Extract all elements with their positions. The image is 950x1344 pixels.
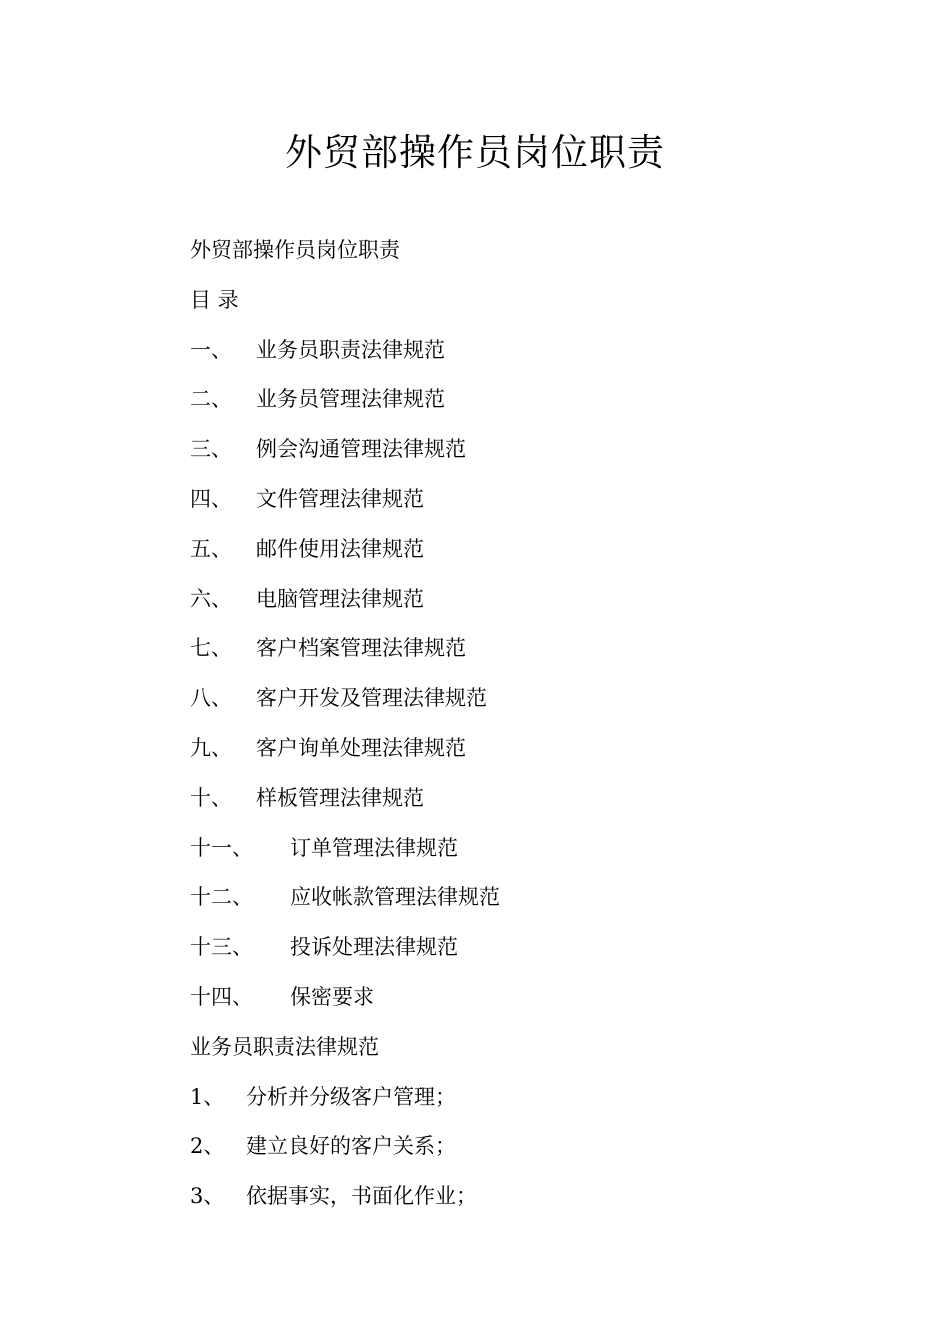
toc-item xyxy=(190,432,890,482)
section-item-number: 1、 xyxy=(190,1084,225,1109)
subtitle-text: 外贸部操作员岗位职责 xyxy=(190,238,400,262)
toc-item-number: 一、 xyxy=(190,337,232,362)
toc-item xyxy=(190,681,890,731)
toc-item-text: 客户开发及管理法律规范 xyxy=(256,686,487,711)
toc-item-text: 客户询单处理法律规范 xyxy=(256,735,466,760)
toc-item-text: 投诉处理法律规范 xyxy=(290,935,458,960)
toc-item-number: 二、 xyxy=(190,387,232,412)
toc-heading-text: 目 录 xyxy=(190,287,239,312)
toc-item-text: 客户档案管理法律规范 xyxy=(256,636,466,661)
toc-item-number: 十四、 xyxy=(190,984,253,1009)
toc-item-text: 文件管理法律规范 xyxy=(256,486,424,511)
document-body xyxy=(190,233,890,1229)
toc-item-number: 十一、 xyxy=(190,835,253,860)
toc-item-text: 保密要求 xyxy=(290,984,374,1009)
toc-item xyxy=(190,930,890,980)
toc-item xyxy=(190,532,890,582)
toc-item-number: 六、 xyxy=(190,586,232,611)
toc-item-number: 十三、 xyxy=(190,935,253,960)
toc-item xyxy=(190,880,890,930)
section-heading-text: 业务员职责法律规范 xyxy=(190,1034,379,1059)
toc-item-number: 十二、 xyxy=(190,885,253,910)
toc-item xyxy=(190,980,890,1030)
section-item-text: 依据事实，书面化作业； xyxy=(246,1184,477,1209)
toc-item xyxy=(190,333,890,383)
toc-item-number: 九、 xyxy=(190,735,232,760)
toc-item-text: 例会沟通管理法律规范 xyxy=(256,437,466,462)
toc-item-number: 三、 xyxy=(190,437,232,462)
toc-item-number: 八、 xyxy=(190,686,232,711)
toc-item-number: 五、 xyxy=(190,536,232,561)
section-item xyxy=(190,1080,890,1130)
toc-item-text: 应收帐款管理法律规范 xyxy=(290,885,500,910)
toc-item-text: 业务员职责法律规范 xyxy=(256,337,445,362)
toc-item-number: 四、 xyxy=(190,486,232,511)
toc-item-text: 业务员管理法律规范 xyxy=(256,387,445,412)
document-subtitle xyxy=(190,233,890,283)
document-title: 外贸部操作员岗位职责 xyxy=(285,131,665,174)
section-item xyxy=(190,1179,890,1229)
section-item xyxy=(190,1129,890,1179)
toc-item-number: 七、 xyxy=(190,636,232,661)
toc-heading xyxy=(190,283,890,333)
toc-item xyxy=(190,631,890,681)
toc-item xyxy=(190,781,890,831)
toc-item xyxy=(190,582,890,632)
section-item-number: 2、 xyxy=(190,1134,225,1159)
toc-item-text: 电脑管理法律规范 xyxy=(256,586,424,611)
toc-item xyxy=(190,382,890,432)
section-item-number: 3、 xyxy=(190,1184,225,1209)
toc-item-text: 样板管理法律规范 xyxy=(256,785,424,810)
section-item-text: 建立良好的客户关系； xyxy=(246,1134,456,1159)
toc-item-text: 订单管理法律规范 xyxy=(290,835,458,860)
section-item-text: 分析并分级客户管理； xyxy=(246,1084,456,1109)
toc-item-text: 邮件使用法律规范 xyxy=(256,536,424,561)
toc-item xyxy=(190,831,890,881)
toc-item xyxy=(190,482,890,532)
section-heading xyxy=(190,1030,890,1080)
toc-item-number: 十、 xyxy=(190,785,232,810)
toc-item xyxy=(190,731,890,781)
